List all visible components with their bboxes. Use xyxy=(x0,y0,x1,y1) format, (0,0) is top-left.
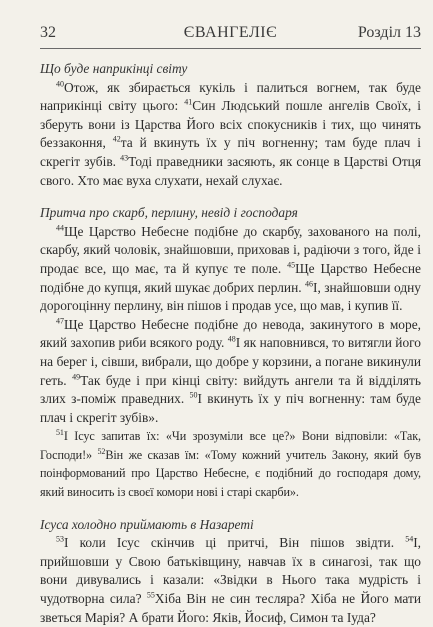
book-title: ЄВАНГЕЛІЄ xyxy=(183,24,278,41)
paragraph xyxy=(40,223,421,316)
paragraph xyxy=(40,427,421,501)
page-number: 32 xyxy=(40,24,56,41)
verse-number: 44 xyxy=(56,223,64,233)
verse-number: 50 xyxy=(189,390,198,400)
verse-number: 52 xyxy=(97,446,106,456)
verse-text: І Ісус запитав їх: «Чи зрозуміли все це?» Вони відповіли: «Так, Господи!» xyxy=(40,429,421,462)
verse-number: 55 xyxy=(146,590,155,600)
verse-text: Ще Царство Небесне подібне до скарбу, захованого на полі, скарбу, який чоловік, знайшовши, приховав і, радіючи з того, йде і продає все, що має, та й купує те поле. xyxy=(40,223,421,276)
verse-number: 49 xyxy=(72,372,81,382)
page-body xyxy=(40,60,421,627)
verse-number: 45 xyxy=(287,260,296,270)
verse-text: І, знайшовши одну дорогоцінну перлину, він пішов і продав усе, що мав, і купив її. xyxy=(40,279,421,314)
page-header xyxy=(40,24,421,46)
section-heading: Що буде наприкінці світу xyxy=(40,61,188,76)
verse-number: 54 xyxy=(405,534,414,544)
verse-text: Ще Царство Небесне подібне до купця, який шукає добрих перлин. xyxy=(40,260,421,295)
header-divider xyxy=(40,48,421,49)
verse-text: Ще Царство Небесне подібне до невода, закинутого в море, який захопив риби всякого роду. xyxy=(40,316,421,351)
verse-text: та й вкинуть їх у піч вогненну; там буде плач і скрегіт зубів. xyxy=(40,135,421,169)
verse-text: І вкинуть їх у піч вогненну: там буде плач і скрегіт зубів». xyxy=(40,391,421,425)
verse-text: Так буде і при кінці світу: вийдуть ангели та й відділять злих з-поміж праведних. xyxy=(40,372,421,407)
verse-number: 47 xyxy=(56,316,64,326)
verse-number: 41 xyxy=(184,97,193,107)
chapter-label: Розділ 13 xyxy=(357,24,421,41)
paragraph xyxy=(40,316,421,428)
verse-text: Тоді праведники засяють, як сонце в Царстві Отця свого. Хто має вуха слухати, нехай слухає. xyxy=(40,153,422,188)
verse-text: І як наповнився, то витягли його на берег і, сівши, вибрали, що добре у корзини, а погане викинули геть. xyxy=(40,335,421,388)
section-heading: Притча про скарб, перлину, невід і господаря xyxy=(40,205,298,221)
verse-text: Отож, як збирається кукіль і палиться вогнем, так буде наприкінці світу цього: xyxy=(40,79,421,114)
verse-number: 53 xyxy=(56,534,64,544)
verse-text: Він же сказав їм: «Тому кожний учитель Закону, який був поінформований про Царство Небесне, є подібний до господаря дому, який виносить із своєї комори нові і старі скарби». xyxy=(40,447,421,500)
verse-text: І, прийшовши у Свою батьківщину, навчав їх в синагозі, так що вони дивувались і казали: «Звідки в Нього така мудрість і чудотворна сила? xyxy=(40,535,421,607)
verse-number: 42 xyxy=(112,134,121,144)
paragraph xyxy=(40,534,421,627)
verse-text: Хіба Він не син тесляра? Хіба не Його мати зветься Марія? А брати Його: Яків, Йосиф, Симон та Іуда? xyxy=(40,591,422,625)
verse-number: 46 xyxy=(305,279,314,289)
verse-text: Син Людський пошле ангелів Своїх, і зберуть вони із Царства Його всіх спокусників і тих, що чинять беззаконня, xyxy=(40,98,421,151)
section-gap xyxy=(40,190,421,204)
section-gap xyxy=(40,502,421,516)
paragraph xyxy=(40,79,421,191)
verse-text: І коли Ісус скінчив ці притчі, Він пішов звідти. xyxy=(64,535,406,551)
section-heading: Ісуса холодно приймають в Назареті xyxy=(40,516,254,532)
verse-number: 43 xyxy=(120,153,129,163)
verse-number: 48 xyxy=(227,334,236,344)
verse-number: 40 xyxy=(56,79,64,89)
verse-number: 51 xyxy=(56,428,64,438)
